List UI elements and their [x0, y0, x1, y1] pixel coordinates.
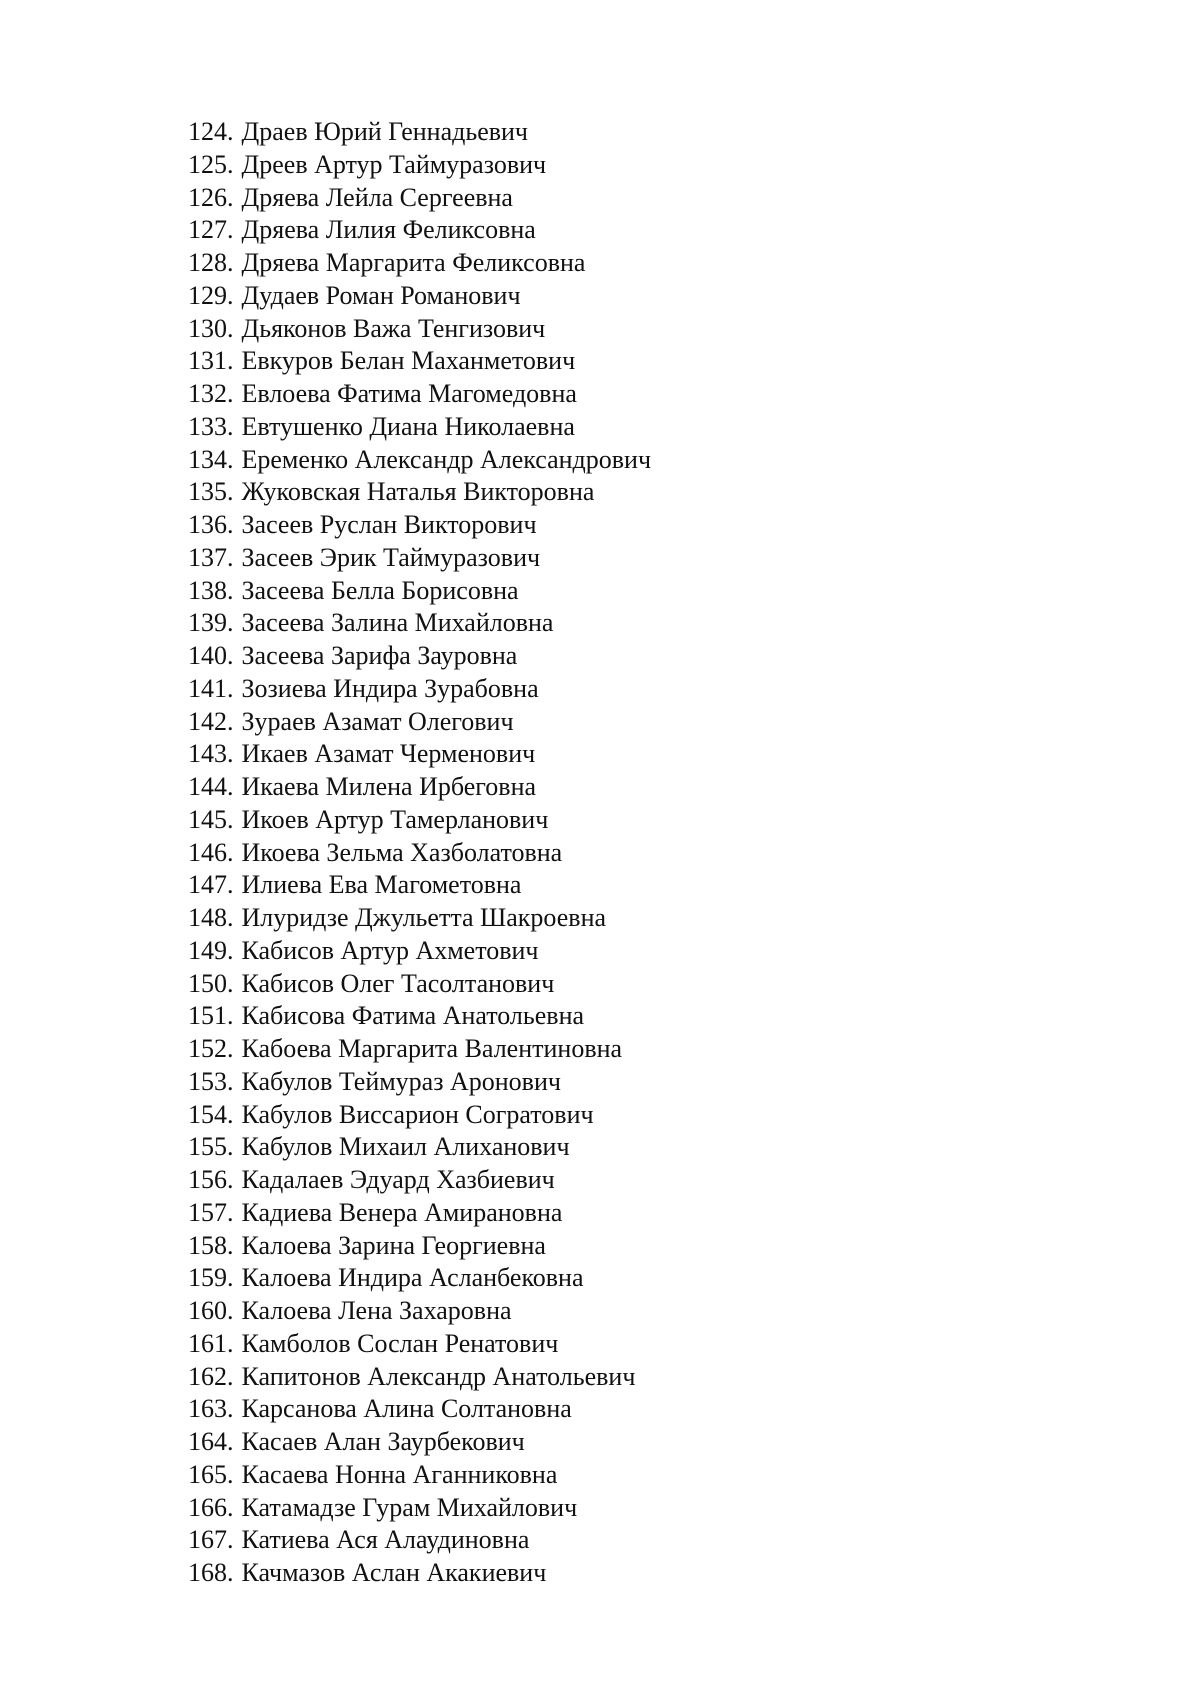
list-item-name: Кабисов Олег Тасолтанович: [241, 968, 555, 998]
list-item-name: Калоева Зарина Георгиевна: [241, 1230, 546, 1260]
list-item: [188, 1393, 651, 1426]
list-item-name: Дряева Лилия Феликсовна: [241, 215, 536, 245]
list-item-name: Кабисов Артур Ахметович: [241, 935, 539, 965]
list-item-name: Кадалаев Эдуард Хазбиевич: [241, 1165, 555, 1194]
list-item-name: Илуридзе Джульетта Шакроевна: [241, 903, 607, 932]
list-item-number: 165.: [188, 1459, 234, 1489]
list-item: [188, 411, 651, 444]
list-item-name: Кабисова Фатима Анатольевна: [241, 1001, 585, 1031]
list-item-number: 136.: [188, 510, 234, 539]
list-item: [188, 706, 651, 739]
list-item-name: Икаева Милена Ирбеговна: [241, 772, 537, 801]
list-item: [188, 1426, 651, 1459]
list-item-name: Драев Юрий Геннадьевич: [241, 117, 528, 146]
list-item-number: 125.: [188, 149, 234, 179]
list-item: [188, 1361, 651, 1394]
list-item-number: 159.: [188, 1263, 234, 1293]
list-item: [188, 542, 651, 575]
list-item: [188, 771, 651, 804]
list-item-number: 150.: [188, 968, 234, 998]
list-item-number: 161.: [188, 1328, 234, 1358]
list-item-name: Катамадзе Гурам Михайлович: [241, 1492, 578, 1522]
list-item-number: 157.: [188, 1197, 234, 1227]
list-item-number: 154.: [188, 1099, 234, 1129]
list-item: [188, 214, 651, 247]
list-item-name: Икоева Зельма Хазболатовна: [241, 837, 563, 867]
list-item-number: 128.: [188, 248, 234, 277]
list-item-name: Калоева Индира Асланбековна: [241, 1263, 584, 1293]
list-item: [188, 280, 651, 313]
list-item: [188, 673, 651, 706]
list-item-number: 133.: [188, 411, 234, 441]
list-item-number: 162.: [188, 1361, 234, 1391]
list-item-name: Засеев Эрик Таймуразович: [241, 542, 541, 572]
list-item-name: Капитонов Александр Анатольевич: [241, 1361, 636, 1391]
list-item: [188, 509, 651, 542]
numbered-name-list: [188, 116, 651, 1590]
list-item-number: 153.: [188, 1066, 234, 1096]
list-item-name: Дряева Маргарита Феликсовна: [241, 248, 586, 277]
list-item-number: 151.: [188, 1001, 234, 1031]
list-item-number: 160.: [188, 1296, 234, 1325]
list-item: [188, 1328, 651, 1361]
list-item: [188, 1557, 651, 1590]
list-item: [188, 1262, 651, 1295]
list-item: [188, 247, 651, 280]
list-item-name: Засеев Руслан Викторович: [241, 510, 537, 539]
list-item-name: Икаев Азамат Черменович: [241, 739, 536, 769]
list-item: [188, 1492, 651, 1525]
list-item: [188, 902, 651, 935]
list-item-name: Катиева Ася Алаудиновна: [241, 1525, 530, 1555]
list-item: [188, 378, 651, 411]
list-item-number: 124.: [188, 117, 234, 146]
list-item-number: 144.: [188, 772, 234, 801]
list-item: [188, 869, 651, 902]
list-item-number: 137.: [188, 542, 234, 572]
list-item-number: 148.: [188, 903, 234, 932]
list-item-number: 131.: [188, 346, 234, 376]
list-item-name: Зураев Азамат Олегович: [241, 706, 514, 736]
list-item-number: 147.: [188, 870, 234, 900]
list-item-name: Евлоева Фатима Магомедовна: [241, 379, 577, 408]
list-item-number: 164.: [188, 1427, 234, 1456]
list-item-name: Кадиева Венера Амирановна: [241, 1197, 563, 1227]
list-item-number: 139.: [188, 608, 234, 638]
list-item-number: 130.: [188, 313, 234, 343]
list-item-name: Зозиева Индира Зурабовна: [241, 673, 539, 703]
list-item-name: Засеева Зарифа Зауровна: [241, 641, 518, 670]
list-item-number: 134.: [188, 444, 234, 474]
list-item-number: 163.: [188, 1394, 234, 1424]
list-item-name: Камболов Сослан Ренатович: [241, 1328, 559, 1358]
list-item: [188, 1164, 651, 1197]
list-item-number: 126.: [188, 182, 234, 212]
list-item: [188, 1131, 651, 1164]
list-item: [188, 1000, 651, 1033]
list-item-name: Засеева Белла Борисовна: [241, 575, 519, 605]
list-item: [188, 345, 651, 378]
list-item: [188, 1459, 651, 1492]
list-item-name: Кабулов Виссарион Согратович: [241, 1099, 594, 1129]
list-item-name: Касаева Нонна Аганниковна: [241, 1459, 558, 1489]
list-item-name: Кабулов Михаил Алиханович: [241, 1132, 570, 1162]
list-item: [188, 1197, 651, 1230]
list-item: [188, 738, 651, 771]
list-item-number: 140.: [188, 641, 234, 670]
list-item-name: Еременко Александр Александрович: [241, 444, 652, 474]
list-item-name: Калоева Лена Захаровна: [241, 1296, 512, 1325]
list-item-number: 168.: [188, 1558, 234, 1587]
list-item: [188, 575, 651, 608]
list-item-number: 167.: [188, 1525, 234, 1555]
list-item-name: Евтушенко Диана Николаевна: [241, 411, 575, 441]
list-item: [188, 182, 651, 215]
list-item-number: 145.: [188, 804, 234, 834]
list-item-name: Дьяконов Важа Тенгизович: [241, 313, 546, 343]
list-item-name: Икоев Артур Тамерланович: [241, 804, 549, 834]
list-item: [188, 837, 651, 870]
list-item: [188, 607, 651, 640]
list-item-name: Качмазов Аслан Акакиевич: [241, 1558, 547, 1587]
list-item-number: 158.: [188, 1230, 234, 1260]
list-item: [188, 149, 651, 182]
list-item: [188, 476, 651, 509]
list-item-name: Жуковская Наталья Викторовна: [241, 477, 595, 507]
list-item-number: 129.: [188, 280, 234, 310]
list-item: [188, 1524, 651, 1557]
list-item: [188, 935, 651, 968]
list-item: [188, 1230, 651, 1263]
list-item-name: Кабоева Маргарита Валентиновна: [241, 1034, 623, 1063]
list-item-name: Карсанова Алина Солтановна: [241, 1394, 572, 1424]
list-item-name: Евкуров Белан Маханметович: [241, 346, 576, 376]
list-item-name: Засеева Залина Михайловна: [241, 608, 554, 638]
list-item: [188, 968, 651, 1001]
list-item-number: 127.: [188, 215, 234, 245]
list-item-name: Дряева Лейла Сергеевна: [241, 182, 513, 212]
list-item-number: 141.: [188, 673, 234, 703]
list-item: [188, 1099, 651, 1132]
list-item: [188, 1066, 651, 1099]
list-item-name: Илиева Ева Магометовна: [241, 870, 522, 900]
list-item: [188, 313, 651, 346]
list-item-name: Дреев Артур Таймуразович: [241, 149, 547, 179]
list-item: [188, 1033, 651, 1066]
list-item-number: 152.: [188, 1034, 234, 1063]
list-item-name: Касаев Алан Заурбекович: [241, 1427, 525, 1456]
list-item: [188, 444, 651, 477]
list-item-number: 132.: [188, 379, 234, 408]
list-item: [188, 640, 651, 673]
list-item: [188, 1295, 651, 1328]
list-item-number: 156.: [188, 1165, 234, 1194]
list-item-number: 146.: [188, 837, 234, 867]
list-item-name: Дудаев Роман Романович: [241, 280, 521, 310]
list-item-number: 143.: [188, 739, 234, 769]
list-item: [188, 804, 651, 837]
list-item: [188, 116, 651, 149]
list-item-number: 142.: [188, 706, 234, 736]
list-item-number: 149.: [188, 935, 234, 965]
list-item-number: 135.: [188, 477, 234, 507]
list-item-number: 166.: [188, 1492, 234, 1522]
list-item-name: Кабулов Теймураз Аронович: [241, 1066, 561, 1096]
list-item-number: 155.: [188, 1132, 234, 1162]
list-item-number: 138.: [188, 575, 234, 605]
